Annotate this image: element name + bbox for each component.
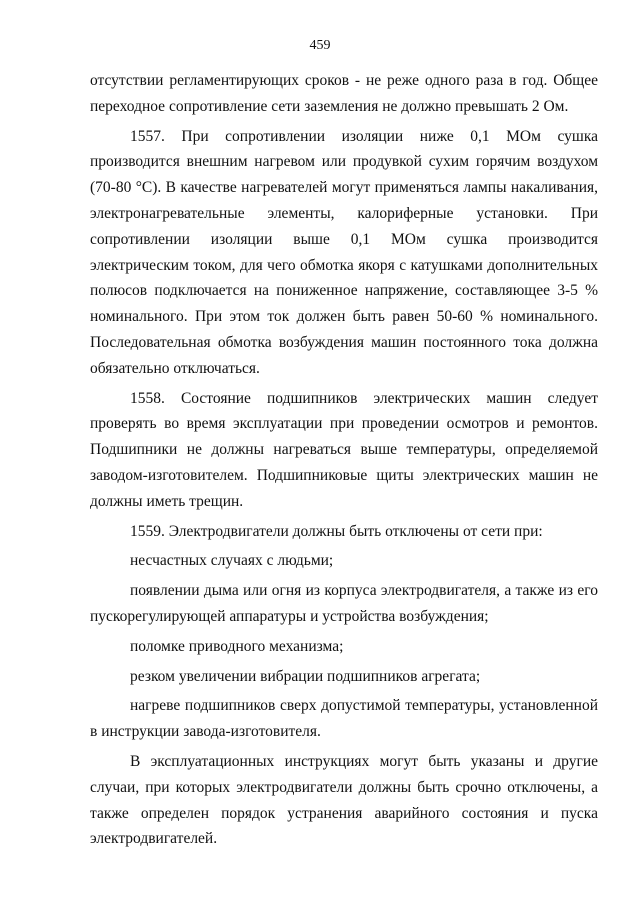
paragraph-1559: 1559. Электродвигатели должны быть отключены от сети при: [130, 522, 543, 540]
paragraph-other-cases: В эксплуатационных инструкциях могут быть указаны и другие случаи, при которых электродвигатели должны быть срочно отключены, а также определен порядок устранения аварийного состояния и пуска электродвигателей. [90, 752, 598, 848]
list-item: несчастных случаях с людьми; [130, 552, 334, 570]
list-item: нагреве подшипников сверх допустимой температуры, установленной в инструкции завода-изготовителя. [90, 697, 598, 741]
paragraph-continuation: отсутствии регламентирующих сроков - не реже одного раза в год. Общее переходное сопротивление сети заземления не должно превышать 2 Ом. [90, 72, 598, 115]
list-item: появлении дыма или огня из корпуса электродвигателя, а также из его пускорегулирующей аппаратуры и устройства возбуждения; [90, 582, 598, 625]
page-number: 459 [309, 38, 331, 53]
paragraph-1558: 1558. Состояние подшипников электрических машин следует проверять во время эксплуатации при проведении осмотров и ремонтов. Подшипники не должны нагреваться выше температуры, определяемой заводом-изготовителем. Подшипниковые щиты электрических машин не должны иметь трещин. [90, 389, 598, 510]
paragraph-1557: 1557. При сопротивлении изоляции ниже 0,1 МОм сушка производится внешним нагревом или продувкой сухим горячим воздухом (70-80 °С). В качестве нагревателей могут применяться лампы накаливания, электронагревательные элементы, калориферные установки. При сопротивлении изоляции выше 0,1 МОм сушка производится электрическим током, для чего обмотка якоря с катушками дополнительных полюсов подключается на пониженное напряжение, составляющее 3-5 % номинального. При этом ток должен быть равен 50-60 % номинального. Последовательная обмотка возбуждения машин постоянного тока должна обязательно отключаться. [90, 127, 598, 377]
list-item: резком увеличении вибрации подшипников агрегата; [130, 667, 481, 685]
document-body [90, 68, 598, 852]
list-item: поломке приводного механизма; [130, 637, 344, 655]
